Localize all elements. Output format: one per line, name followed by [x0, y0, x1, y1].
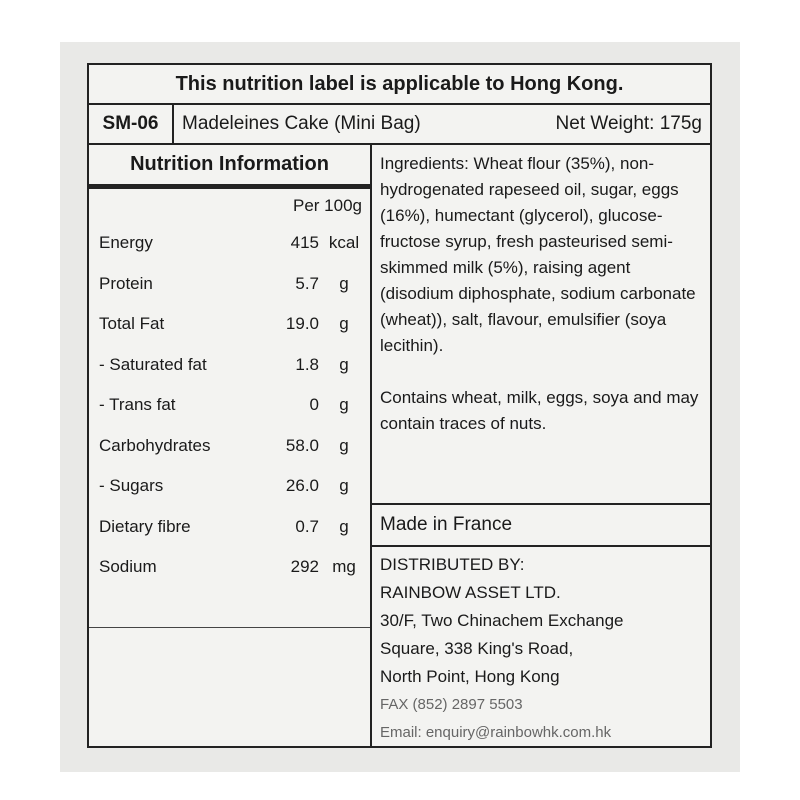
nutrient-name: - Trans fat — [99, 395, 176, 415]
per-100g-header: Per 100g — [293, 196, 362, 215]
nutrient-row — [89, 385, 370, 426]
nutrient-value: 0.7 — [295, 516, 319, 536]
nutrient-row — [89, 466, 370, 507]
product-name: Madeleines Cake (Mini Bag) — [182, 113, 421, 134]
nutrient-unit: g — [339, 395, 349, 415]
nutrient-name: Carbohydrates — [99, 435, 211, 455]
distributor-address-line: Square, 338 King's Road, — [380, 639, 574, 658]
nutrient-unit: g — [339, 476, 349, 496]
distributor-info — [372, 547, 710, 751]
nutrient-row — [89, 547, 370, 588]
allergen-statement: Contains wheat, milk, eggs, soya and may contain traces of nuts. — [380, 388, 699, 433]
nutrient-value: 415 — [290, 233, 319, 253]
country-of-origin: Made in France — [372, 505, 710, 547]
nutrient-value: 19.0 — [285, 314, 319, 334]
nutrient-name: Protein — [99, 273, 153, 293]
nutrition-title: Nutrition Information — [89, 145, 370, 189]
product-row — [89, 105, 710, 145]
nutrient-row — [89, 304, 370, 345]
nutrient-name: Dietary fibre — [99, 516, 191, 536]
nutrient-row — [89, 345, 370, 386]
distributor-address-line: North Point, Hong Kong — [380, 667, 560, 686]
nutrient-value: 26.0 — [285, 476, 319, 496]
nutrient-value: 1.8 — [295, 354, 319, 374]
ingredients-section — [372, 145, 710, 505]
nutrient-row — [89, 264, 370, 305]
product-code: SM-06 — [89, 105, 174, 143]
nutrient-row — [89, 426, 370, 467]
nutrient-unit: kcal — [328, 233, 360, 253]
nutrient-name: Energy — [99, 233, 153, 253]
nutrient-value: 0 — [309, 395, 319, 415]
nutrient-unit: g — [339, 314, 349, 334]
nutrient-row — [89, 507, 370, 548]
nutrient-value: 292 — [290, 557, 319, 577]
nutrient-unit: mg — [332, 557, 356, 577]
nutrient-value: 5.7 — [295, 273, 319, 293]
ingredients-text: Ingredients: Wheat flour (35%), non-hydrogenated rapeseed oil, sugar, eggs (16%), humectant (glycerol), glucose-fructose syrup, fresh pasteurised semi-skimmed milk (5%), raising agent (disodium diphosphate, sodium carbonate (wheat)), salt, flavour, emulsifier (soya lecithin). — [380, 154, 696, 355]
nutrition-panel — [89, 145, 372, 746]
blank-panel — [89, 627, 370, 746]
label-title: This nutrition label is applicable to Hong Kong. — [89, 65, 710, 105]
nutrient-name: Total Fat — [99, 314, 165, 334]
distributor-name: RAINBOW ASSET LTD. — [380, 583, 561, 602]
nutrient-name: Sodium — [99, 557, 157, 577]
distributor-heading: DISTRIBUTED BY: — [380, 555, 525, 574]
nutrient-row — [89, 223, 370, 264]
nutrient-name: - Sugars — [99, 476, 164, 496]
nutrient-unit: g — [339, 354, 349, 374]
distributor-fax: FAX (852) 2897 5503 — [380, 696, 523, 713]
nutrition-label — [87, 63, 712, 748]
net-weight: Net Weight: 175g — [555, 113, 702, 134]
nutrient-name: - Saturated fat — [99, 354, 207, 374]
nutrient-value: 58.0 — [285, 435, 319, 455]
nutrient-unit: g — [339, 273, 349, 293]
nutrient-unit: g — [339, 435, 349, 455]
distributor-address-line: 30/F, Two Chinachem Exchange — [380, 611, 624, 630]
nutrient-unit: g — [339, 516, 349, 536]
distributor-email: Email: enquiry@rainbowhk.com.hk — [380, 724, 612, 741]
info-panel — [372, 145, 710, 746]
